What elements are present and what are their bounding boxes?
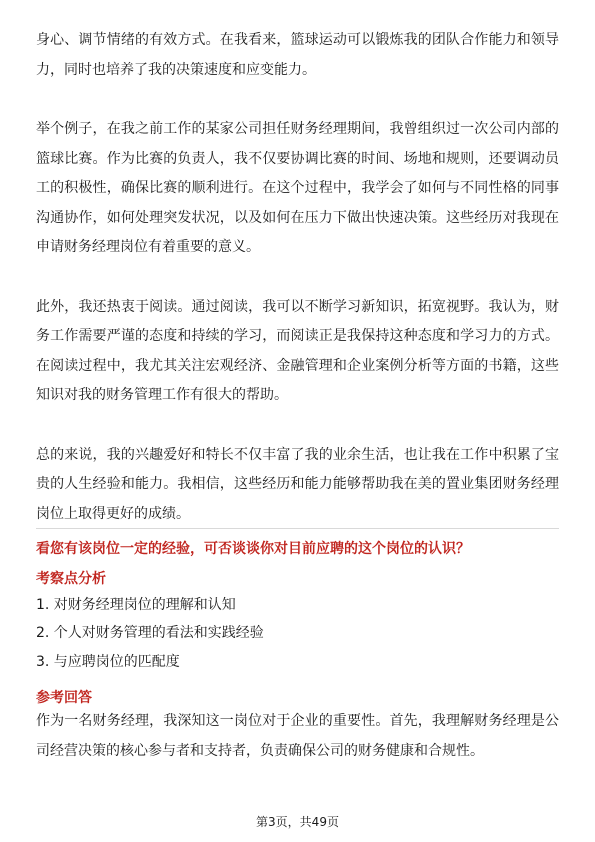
analysis-point-1: 1. 对财务经理岗位的理解和认知 [36, 597, 236, 613]
interview-question: 看您有该岗位一定的经验，可否谈谈你对目前应聘的这个岗位的认识？ [36, 541, 470, 557]
paragraph-1: 身心、调节情绪的有效方式。在我看来，篮球运动可以锻炼我的团队合作能力和领导力，同时也培养了我的决策速度和应变能力。 [36, 32, 559, 78]
body-text [36, 26, 559, 529]
page-number: 第3页，共49页 [256, 815, 339, 829]
paragraph-4: 总的来说，我的兴趣爱好和特长不仅丰富了我的业余生活，也让我在工作中积累了宝贵的人生经验和能力。我相信，这些经历和能力能够帮助我在美的置业集团财务经理岗位上取得更好的成绩。 [36, 446, 559, 522]
section-divider [36, 528, 559, 529]
analysis-heading: 考察点分析 [36, 571, 106, 587]
paragraph-3: 此外，我还热衷于阅读。通过阅读，我可以不断学习新知识，拓宽视野。我认为，财务工作需要严谨的态度和持续的学习，而阅读正是我保持这种态度和学习力的方式。在阅读过程中，我尤其关注宏观经济、金融管理和企业案例分析等方面的书籍，这些知识对我的财务管理工作有很大的帮助。 [36, 298, 559, 403]
analysis-point-3: 3. 与应聘岗位的匹配度 [36, 654, 180, 670]
analysis-point-2: 2. 个人对财务管理的看法和实践经验 [36, 625, 264, 641]
paragraph-2: 举个例子，在我之前工作的某家公司担任财务经理期间，我曾组织过一次公司内部的篮球比赛。作为比赛的负责人，我不仅要协调比赛的时间、场地和规则，还要调动员工的积极性，确保比赛的顺利进行。在这个过程中，我学会了如何与不同性格的同事沟通协作，如何处理突发状况，以及如何在压力下做出快速决策。这些经历对我现在申请财务经理岗位有着重要的意义。 [36, 121, 559, 255]
answer-heading: 参考回答 [36, 690, 92, 706]
reference-answer: 作为一名财务经理，我深知这一岗位对于企业的重要性。首先，我理解财务经理是公司经营决策的核心参与者和支持者，负责确保公司的财务健康和合规性。 [36, 713, 559, 759]
